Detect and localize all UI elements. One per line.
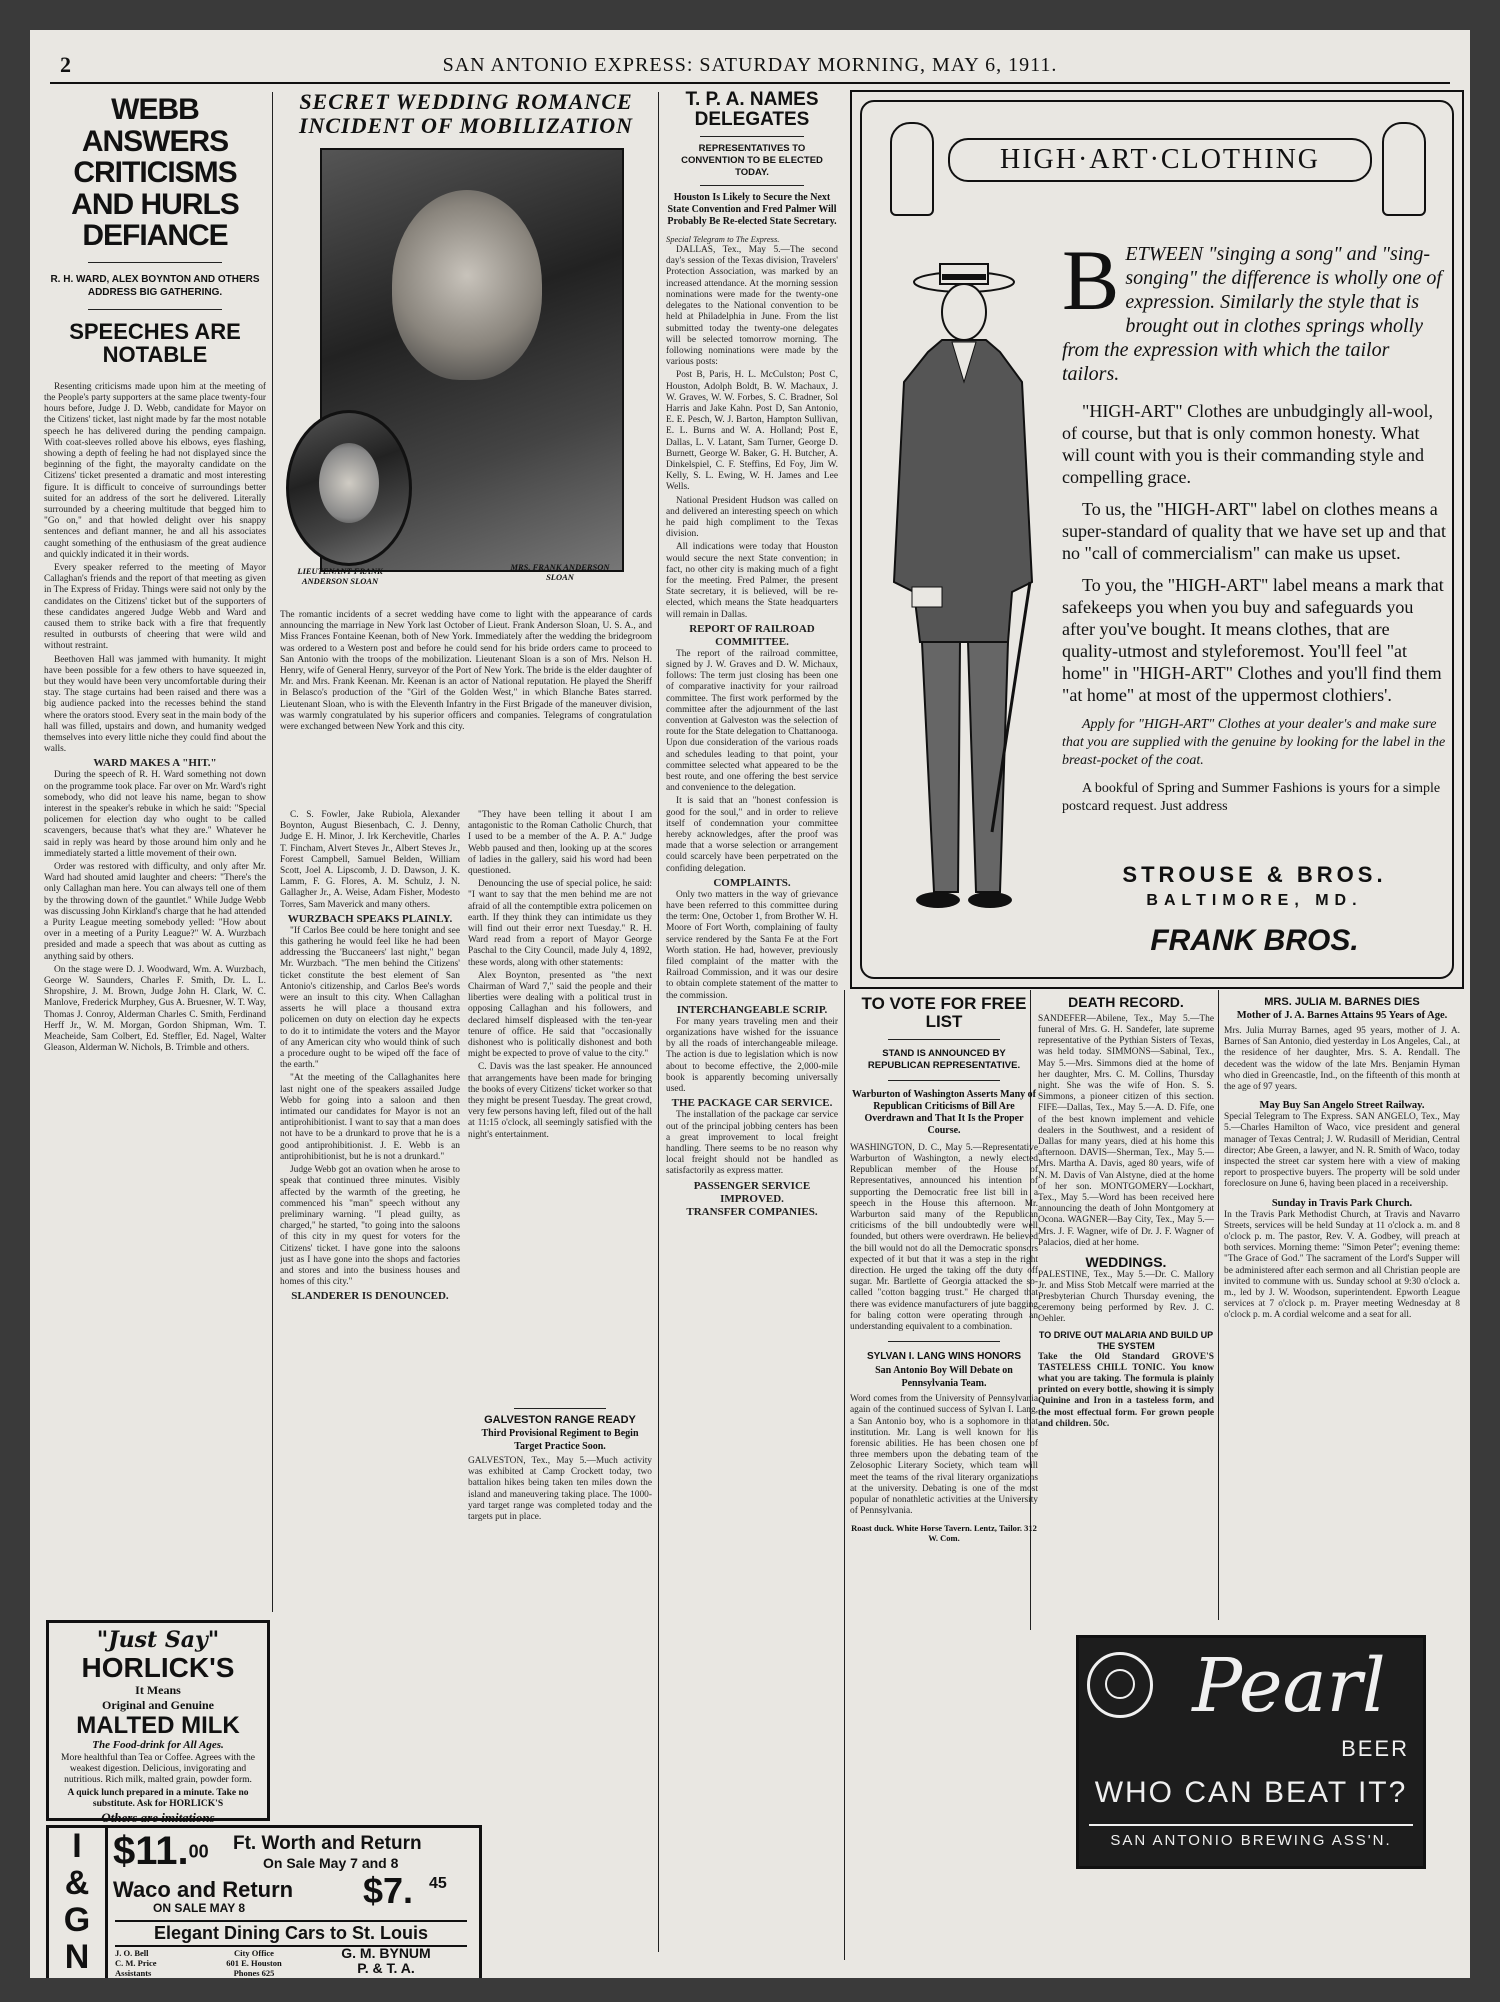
- high-art-dealer: FRANK BROS.: [1150, 924, 1359, 957]
- tpa-paragraph: It is said that an "honest confession is good for the soul," and in order to relieve itself of condemnation your committee hereby acknowledges, after the proof was made that a worse selection or arrangement could scarcely have been perpetrated on the confiding delegation.: [666, 796, 838, 874]
- pearl-brewer: SAN ANTONIO BREWING ASS'N.: [1089, 1824, 1413, 1849]
- sunday-headline: Sunday in Travis Park Church.: [1271, 1197, 1413, 1209]
- column-rule: [1218, 990, 1219, 1620]
- tpa-headline: T. P. A. NAMES DELEGATES: [685, 90, 819, 130]
- galveston-article: [468, 1408, 652, 1818]
- ornament-right-icon: [1382, 122, 1426, 216]
- webb-article: [44, 90, 266, 1605]
- groom-portrait: [286, 410, 412, 566]
- tpa-dateline: Special Telegram to The Express.: [666, 233, 780, 244]
- ign-fare-2: Waco and Return: [113, 1877, 294, 1902]
- tpa-passenger-subhead: PASSENGER SERVICE IMPROVED.: [693, 1179, 811, 1205]
- malaria-body: Take the Old Standard GROVE'S TASTELESS CHILL TONIC. You know what you are taking. The formula is plainly printed on every bottle, showing it is simply Quinine and Iron in a tasteless form, and the most effectual form. For grown people and children. 50c.: [1038, 1351, 1214, 1429]
- horlicks-product: MALTED MILK: [76, 1712, 240, 1739]
- free-list-article: [850, 995, 1038, 1935]
- tpa-package-subhead: THE PACKAGE CAR SERVICE.: [671, 1097, 833, 1110]
- tpa-paragraph: National President Hudson was called on and delivered an interesting speech on which he paid high compliment to the Texas division.: [666, 495, 838, 540]
- horlicks-brand: HORLICK'S: [81, 1652, 235, 1683]
- death-record-headline: DEATH RECORD.: [1068, 995, 1184, 1010]
- webb-paragraph: On the stage were D. J. Woodward, Wm. A. Wurzbach, George W. Saunders, Charles F. Smith, Dr. L. L. Shropshire, J. M. Brown, Judge John H. Clark, W. C. Manlove, Frederick Murphey, Gus A. Bruesner, W. T. Way, Thomas J. Conroy, Alderman Charles C. Smith, Ferdinand Herff Jr., W. M. Morgan, Gordon Shipman, Wm. T. Meacheide, Sam Colbert, Ed. Steffler, Ed. Nagel, Walter Gleason, Alderman W. Nichols, B. Trimble and others.: [44, 964, 266, 1054]
- tpa-report-subhead: REPORT OF RAILROAD COMMITTEE.: [689, 622, 815, 648]
- lang-headline: SYLVAN I. LANG WINS HONORS: [866, 1351, 1022, 1363]
- galveston-headline: GALVESTON RANGE READY: [484, 1414, 636, 1426]
- free-list-subdeck: Warburton of Washington Asserts Many of Republican Criticisms of Bill Are Overdrawn and That It Is the Proper Course.: [851, 1088, 1036, 1136]
- high-art-paragraph: To you, the "HIGH-ART" label means a mark that safekeeps you when you buy and safeguards you after you've bought. It means clothes, that are quality-utmost and styleforemost. You'll feel "at home" in "HIGH-ART" Clothes and you'll find them "at home" at most of the uppermost clothiers'.: [1062, 575, 1444, 705]
- secret-wedding-article: [280, 90, 652, 870]
- horlicks-tagline: The Food-drink for All Ages.: [92, 1739, 224, 1751]
- free-list-body: WASHINGTON, D. C., May 5.—Representative Warburton of Washington, a newly elected Republican member of the House of Representatives, announced his intention of supporting the Democratic free list bill in a speech in the House this afternoon. Mr. Warburton said many of the Republican criticisms of the bill undoubtedly were well founded, but others were overdrawn. He believed the bill would not do all the Democratic sponsors expected of it but that it was a step in the right direction. He urged the taking off the duty off sugar. Mr. Bartlette of Georgia attacked the so-called "cotton bagging trust." He charged that there was evidence manufacturers of jute bagging for baling cotton were operating through an understanding equivalent to a combination.: [850, 1142, 1038, 1332]
- high-art-paragraph: Apply for "HIGH-ART" Clothes at your dealer's and make sure that you are supplied with the genuine by looking for the label in the breast-pocket of the coat.: [1062, 717, 1446, 768]
- barnes-body: Mrs. Julia Murray Barnes, aged 95 years, mother of J. A. Barnes of San Antonio, died yesterday in Los Angeles, Cal., at the residence of her daughter, Mrs. S. A. Rendall. The decedent was the widow of the late Mrs. Benjamin Hyman who died in Greencastle, Ind., on the fifteenth of this month at the age of 97 years.: [1224, 1026, 1460, 1093]
- horlicks-others: Others are imitations: [101, 1810, 215, 1825]
- weddings-body: PALESTINE, Tex., May 5.—Dr. C. Mallory Jr. and Miss Stob Metcalf were married at the Presbyterian Church Thursday evening, the ceremony being performed by Rev. J. C. Oehler.: [1038, 1269, 1214, 1325]
- free-list-headline: TO VOTE FOR FREE LIST: [861, 995, 1027, 1031]
- groom-face: [319, 443, 379, 523]
- continued-paragraph: Denouncing the use of special police, he said: "I want to say that the men behind me are not afraid of all the contemptible extra policemen on earth. If they think they can intimidate us they will find out their error next Tuesday." R. H. Ward read from a report of Mayor George Paschal to the City Council, made July 4, 1892, these words, along with other statements:: [468, 879, 652, 968]
- horlicks-means: It Means: [135, 1683, 181, 1697]
- galveston-body: GALVESTON, Tex., May 5.—Much activity was exhibited at Camp Crockett today, two battalion hikes being taken ten miles down the island and maneuvering taking place. The 1000-yard target range was completed today and the targets put in place.: [468, 1456, 652, 1523]
- continued-paragraph: "If Carlos Bee could be here tonight and see this gathering he would feel like he had been addressing the 'Buccaneers' last night," began Mr. Wurzbach. "The men behind the Citizens' ticket constitute the best element of San Antonio's citizenship, and Carlos Bee's words were an insult to this city. When Callaghan asserts he will place a thousand extra policemen on duty on election day he expects to do it to intimidate the voters and the Mayor of any American city who would think of such a procedure ought to be wiped off the face of the earth.": [280, 925, 460, 1071]
- webb-paragraph: Resenting criticisms made upon him at the meeting of the People's party supporters at the same place twenty-four hours before, Judge J. D. Webb, candidate for Mayor on the Citizens' ticket, last night made by far the most notable speech he has delivered during the pending campaign. With coat-sleeves rolled above his elbows, eyes flashing, showing a depth of feeling he had not displayed since the beginning of the fight, the mayoralty candidate on the Citizens' ticket presented a dramatic and most interesting figure. It is difficult to conceive of surroundings better suited for an address of the sort he delivered. Literally surrounded by a cheering multitude that begged him to "Go on," and that howled delight over his snappy sentences and defiant manner, he and all his associates caught something of the enthusiasm of the great audience and quickly indicated it in their words.: [44, 381, 266, 560]
- secret-headline: SECRET WEDDING ROMANCE INCIDENT OF MOBILIZATION: [298, 90, 634, 138]
- horlicks-body: More healthful than Tea or Coffee. Agrees with the weakest digestion. Delicious, invigorating and nutritious. Rich milk, malted grain, powder form.: [61, 1753, 255, 1785]
- ign-agents: J. O. Bell C. M. Price Assistants: [115, 1948, 157, 1978]
- ign-price-2-cents: 45: [429, 1875, 447, 1892]
- secret-body: The romantic incidents of a secret wedding have come to light with the appearance of cards announcing the marriage in New York last October of Lieut. Frank Anderson Sloan, U. S. A., and Miss Frances Fontaine Keenan, both of New York. Immediately after the wedding the bridegroom was ordered to a Western post and before he could send for his bride orders came to proceed to San Antonio with the troops of the mobilization. Lieutenant Sloan is a son of Mrs. Nelson H. Henry, wife of General Henry, surveyor of the Port of New York. The bride is the elder daughter of Mr. and Mrs. Frank Keenan. Mr. Keenan is an actor of National reputation. He played the Sheriff in Belasco's production of the "Girl of the Golden West," in which Blanche Bates starred. Lieutenant Sloan, who is with the Eleventh Infantry in the First Brigade of the maneuver division, was warmly congratulated by his superior officers and companies. Telegrams of congratulation were exchanged between New York and this city.: [280, 610, 652, 733]
- sunday-body: In the Travis Park Methodist Church, at Travis and Navarro Streets, services will be held Sunday at 11 o'clock a. m. and 8 o'clock p. m. The pastor, Rev. V. A. Godbey, will preach at both services. Morning theme: "Simon Peter"; evening theme: "The Grace of God." The sacrament of the Lord's Supper will be administered after each sermon and all Christian people are invited to commune with us. Sunday school at 9:30 o'clock a. m., led by J. W. Woodson, superintendent. Epworth League services at 7 o'clock p. m. Prayer meeting Wednesday at 8 o'clock p. m. A cordial welcome and a seat for all.: [1224, 1209, 1460, 1321]
- continued-paragraph: Alex Boynton, presented as "the next Chairman of Ward 7," said the people and their liberties were dealing with a political trust in opposing Callaghan and his followers, and declared himself displeased with the ten-year tenure of office. He said that "occasionally dishonest who is politically dishonest and both might be expected to prove of value to the city.": [468, 970, 652, 1060]
- webb-paragraph: During the speech of R. H. Ward something not down on the programme took place. Far over on Mr. Ward's right somebody, who did not leave his name, began to show interest in the speaker's rebuke in which he said: "Special policemen for election day who ought to be called scavengers, because that's what they are." Whatever he said in reply was heard by those around him only and he immediately started a little movement of their own.: [44, 770, 266, 859]
- ign-railroad-ad: [46, 1825, 482, 1978]
- ign-price-1-cents: 00: [188, 1841, 209, 1862]
- webb-paragraph: Every speaker referred to the meeting of Mayor Callaghan's friends and the report of that meeting as given in The Express of Friday. Things were said not only by the candidates on the Citizens' ticket but of the supporters of these candidates angered Judge Webb and Ward and caused them to strike back with a fire that frequently resulted in outbursts of cheering that were wild and without restraint.: [44, 562, 266, 652]
- railway-body: Special Telegram to The Express. SAN ANGELO, Tex., May 5.—Charles Hamilton of Waco, vice president and general manager of Texas Central; J. W. Rudasill of Meridian, Central director; Abe Green, a lawyer, and N. R. Smith of Waco, today inspected the street car system here with a view of making report to prospective buyers. The property will be sold under foreclosure on June 6, having been placed in a receivership.: [1224, 1112, 1460, 1190]
- tpa-complaints-subhead: COMPLAINTS.: [713, 876, 791, 889]
- high-art-copy: [1062, 232, 1447, 816]
- ign-dining: Elegant Dining Cars to St. Louis: [115, 1920, 467, 1947]
- webb-continued-column-2: [468, 810, 652, 1400]
- continued-paragraph: C. S. Fowler, Jake Rubiola, Alexander Boynton, August Biesenbach, C. J. Denny, Judge E. H. Minor, J. Irk Kerchevitle, Charles T. Fincham, Alvert Steves Jr., Albert Steves Jr., Forest Campbell, Samuel Belden, William Scott, Joel A. Lipscomb, J. D. Dawson, J. K. Lamm, F. G. Flores, A. M. Schulz, J. N. Gallagher Jr., A. Weise, Adam Fisher, Modesto Torres, Sam Maverick and many others.: [280, 810, 460, 910]
- webb-subhead: SPEECHES ARE NOTABLE: [69, 318, 241, 367]
- high-art-clothing-ad: [850, 90, 1464, 989]
- high-art-maker: STROUSE & BROS.: [1122, 862, 1387, 887]
- lang-deck: San Antonio Boy Will Debate on Pennsylvania Team.: [875, 1365, 1013, 1390]
- horlicks-quick: A quick lunch prepared in a minute. Take no substitute. Ask for HORLICK'S: [67, 1788, 249, 1809]
- tpa-paragraph: The installation of the package car service out of the principal jobbing centers has been a great improvement to local freight handling. There seems to be no reason why local freight should not be handled as satisfactorily as express matter.: [666, 1110, 838, 1177]
- horlicks-ad: [46, 1620, 270, 1825]
- slanderer-subhead: SLANDERER IS DENOUNCED.: [291, 1290, 449, 1303]
- column-rule: [658, 92, 659, 1952]
- column-rule: [844, 990, 845, 1960]
- barnes-headline: MRS. JULIA M. BARNES DIES: [1264, 996, 1420, 1008]
- tpa-paragraph: DALLAS, Tex., May 5.—The second day's session of the Texas division, Travelers' Protection Association, was marked by an increased attendance. At the morning session nominations were made for the twenty-one delegates to the National convention to be held at Philadelphia in June. From the list submitted today the twenty-one delegates will be selected tomorrow morning. The following nominations were made by the various posts:: [666, 245, 838, 368]
- pearl-slogan: WHO CAN BEAT IT?: [1094, 1776, 1408, 1809]
- railway-headline: May Buy San Angelo Street Railway.: [1259, 1100, 1425, 1112]
- tpa-paragraph: Only two matters in the way of grievance have been referred to this committee during the term: One, October 1, from Brother W. H. Moore of Fort Worth, complaining of faulty service rendered by the Santa Fe at the Fort Worth station. He had, however, previously filed complaint of the matter with the Railroad Commission, and it was our desire to obtain complete statement of the matter to the commission.: [666, 889, 838, 1001]
- galveston-deck: Third Provisional Regiment to Begin Target Practice Soon.: [481, 1428, 639, 1452]
- tpa-paragraph: For many years traveling men and their organizations have wished for the issuance by all the roads of interchangeable mileage. The action is due to legislation which is now about to become effective, the 2,000-mile book is apparently becoming universally used.: [666, 1016, 838, 1095]
- ign-letter: G: [63, 1901, 91, 1939]
- ign-office: City Office 601 E. Houston Phones 625: [226, 1948, 282, 1978]
- groom-caption: LIEUTENANT FRANK ANDERSON SLOAN: [297, 566, 383, 586]
- webb-paragraph: Beethoven Hall was jammed with humanity. It might have been possible for a few others to have squeezed in, but they would have been very uncomfortable during their stay. The stage curtains had been raised and there was a big audience packed into the recesses behind the stand where the orators stood. Every seat in the main body of the hall was filled, upstairs and down, and humanity wedged themselves into every little niche they could find about the walls.: [44, 654, 266, 755]
- ign-letter: N: [64, 1938, 90, 1976]
- death-record-column: [1038, 995, 1214, 1595]
- tpa-transfer-subhead: TRANSFER COMPANIES.: [686, 1205, 818, 1218]
- gentleman-figure-icon: [872, 252, 1047, 952]
- high-art-paragraph: To us, the "HIGH-ART" label on clothes means a super-standard of quality that we have set up and that no "call of commercialism" can make us upset.: [1062, 499, 1447, 563]
- continued-paragraph: "They have been telling it about I am antagonistic to the Roman Catholic Church, that I used to be a member of the A. P. A." Judge Webb paused and then, looking up at the scores of ladies in the gallery, said his word had been questioned.: [468, 810, 652, 877]
- high-art-paragraph: "HIGH-ART" Clothes are unbudgingly all-wool, of course, but that is only common honesty. What will count with you is their commanding style and compelling grace.: [1062, 401, 1434, 487]
- tpa-subdeck: Houston Is Likely to Secure the Next State Convention and Fred Palmer Will Probably Be Re-elected State Secretary.: [667, 191, 837, 227]
- masthead-title: SAN ANTONIO EXPRESS: SATURDAY MORNING, MAY 6, 1911.: [442, 54, 1058, 76]
- barnes-column: [1224, 995, 1460, 1595]
- ornament-left-icon: [890, 122, 934, 216]
- ign-fare-1: Ft. Worth and Return: [233, 1833, 422, 1854]
- bride-face: [392, 190, 542, 380]
- malaria-headline: TO DRIVE OUT MALARIA AND BUILD UP THE SYSTEM: [1038, 1329, 1214, 1351]
- ign-letter: &: [64, 1864, 90, 1902]
- ign-letters: [49, 1828, 108, 1978]
- tpa-paragraph: All indications were today that Houston would secure the next State convention; in fact, no other city is making much of a fight for the meeting. Fred Palmer, the present State secretary, it is believed, will be re-elected, which means the State headquarters will remain in Dallas.: [666, 542, 838, 620]
- free-list-deck: STAND IS ANNOUNCED BY REPUBLICAN REPRESENTATIVE.: [867, 1047, 1021, 1071]
- ign-sale-1: On Sale May 7 and 8: [263, 1855, 399, 1871]
- continued-paragraph: "At the meeting of the Callaghanites here last night one of the speakers assailed Judge Webb for going into a saloon and then intimated our candidates for Mayor is not an antiprohibitionist. I want to say that a man does not have to be a drunkard to prove that he is a good antiprohibitionist. J. E. Webb is an antiprohibitionist, but he is not a drunkard.": [280, 1073, 460, 1162]
- barnes-deck: Mother of J. A. Barnes Attains 95 Years of Age.: [1236, 1010, 1448, 1021]
- column-rule: [272, 92, 273, 1612]
- high-art-paragraph: A bookful of Spring and Summer Fashions is yours for a simple postcard request. Just address: [1062, 781, 1441, 814]
- high-art-drop-cap: B: [1062, 232, 1120, 328]
- ign-sale-2: ON SALE MAY 8: [153, 1901, 246, 1915]
- tpa-paragraph: The report of the railroad committee, signed by J. W. Graves and D. W. Michaux, follows: The term just closing has been one of comparative inactivity for your railroad committee. The first work performed by the committee after the adjournment of the last convention at Galveston was the selection of route for the State delegation to Chattanooga. Upon due consideration of the various roads and schedules leading to that point, your committee selected what appeared to be the best route, and one offering the best service and convenience to the delegation.: [666, 648, 838, 794]
- death-record-body: SANDEFER—Abilene, Tex., May 5.—The funeral of Mrs. G. H. Sandefer, late supreme representative of the Pythian Sisters of Texas, was held today. SIMMONS—Sabinal, Tex., May 5.—Mrs. Simmons died at the home of her daughter, Mrs. C. M. Collins, Thursday night. She was the wife of Hon. S. S. Simmons, a pioneer citizen of this section. FIFE—Dallas, Tex., May 5.—A. D. Fife, one of the best known implement and vehicle dealers in the Southwest, and a resident of Dallas for many years, died at his home this afternoon. DAVIS—Sherman, Tex., May 5.—Mrs. Martha A. Davis, aged 80 years, wife of N. M. Davis of Van Alstyne, died at the home of her son. MONTGOMERY—Lockhart, Tex., May 5.—Word has been received here announcing the death of John Montgomery at Ocona. WAGNER—Bay City, Tex., May 5.—Mrs. J. F. Wagner, wife of Dr. J. F. Wagner of Palacios, died at her home.: [1038, 1013, 1214, 1248]
- weddings-headline: WEDDINGS.: [1085, 1253, 1167, 1270]
- horlicks-just-say: "Just Say": [96, 1627, 220, 1653]
- webb-ward-subhead: WARD MAKES A "HIT.": [93, 757, 217, 770]
- tpa-paragraph: Post B, Paris, H. L. McCulston; Post C, Houston, Adolph Boldt, B. W. Machaux, J. W. Graves, W. W. Forbes, S. C. Bradner, Sol Harris and Jake Kahn. Post D, San Antonio, E. E. Pesch, W. J. Barton, Hampton Sullivan, E. L. Burns and W. A. Holland; Post E, Dallas, L. V. Latant, Sam Turner, George D. Burnett, George W. Baker, G. H. Butcher, A. Dinkelspiel, C. F. Steffins, Ed Foy, Jim W. Kelly, S. L. Ewing, W. H. James and Lee Wells.: [666, 370, 838, 493]
- webb-headline: WEBB ANSWERS CRITICISMS AND HURLS DEFIANCE: [71, 93, 239, 252]
- tpa-interchange-subhead: INTERCHANGEABLE SCRIP.: [676, 1003, 828, 1016]
- high-art-lede: ETWEEN "singing a song" and "sing-songing" the difference is wholly one of expression. Similarly the style that is brought out in clothes springs wholly from the expression with which the tailor tailors.: [1062, 243, 1442, 385]
- horlicks-original: Original and Genuine: [101, 1698, 215, 1712]
- high-art-banner: HIGH·ART·CLOTHING: [948, 138, 1372, 182]
- ign-letter: I: [72, 1827, 82, 1865]
- high-art-city: BALTIMORE, MD.: [1146, 892, 1363, 909]
- ign-gpa: G. M. BYNUM P. & T. A.: [341, 1945, 431, 1976]
- ign-price-2: $7.: [363, 1870, 414, 1911]
- ign-price-1: $11.: [113, 1829, 189, 1873]
- ign-fare-waco: [113, 1870, 473, 1916]
- pearl-beer: BEER: [1341, 1736, 1409, 1761]
- pearl-seal-icon: [1087, 1652, 1153, 1718]
- webb-paragraph: Order was restored with difficulty, and only after Mr. Ward had shouted amid laughter and cheers: "There's the only Callaghan man here. You can always tell one of them by the throwing down of the gauntlet." While Judge Webb was discussing John Kirkland's charge that he had attended a Purity League meeting somebody yelled: "How about over in a meeting of a Purity League?" W. A. Wurzbach presided and made a speech that was about as cutting as anything said by others.: [44, 862, 266, 962]
- webb-deck: R. H. WARD, ALEX BOYNTON AND OTHERS ADDRESS BIG GATHERING.: [50, 273, 260, 298]
- ign-fare-fortworth: [113, 1830, 473, 1874]
- tpa-deck: REPRESENTATIVES TO CONVENTION TO BE ELECTED TODAY.: [681, 142, 823, 178]
- newspaper-page: [30, 30, 1470, 1978]
- wurzbach-subhead: WURZBACH SPEAKS PLAINLY.: [287, 912, 453, 925]
- continued-paragraph: Judge Webb got an ovation when he arose to speak that continued three minutes. Visibly affected by the warmth of the greeting, he commenced his "man" speech without any preliminary warning. "I plead guilty, as charged," he started, "to going into the saloons of this city in my quest for voters for the Citizens' ticket. I have gone into the saloons just as I have gone into the shops and factories and stores and into the business houses and homes of this city.": [280, 1165, 460, 1288]
- pearl-beer-ad: [1076, 1635, 1426, 1869]
- lang-body: Word comes from the University of Pennsylvania again of the continued success of Sylvan I. Lang, a San Antonio boy, who is a sophomore in that institution. Mr. Lang is well known for his forensic abilities. He has been chosen one of three members upon the debating team of the Zelosophic Literary Society, which team will meet the teams of the rival literary organizations at the university. Debating is one of the most popular of nonathletic activities at the University of Pennsylvania.: [850, 1394, 1038, 1517]
- continued-paragraph: C. Davis was the last speaker. He announced that arrangements have been made for bringing the books of every Citizens' ticket worker so that they might be present Tuesday. The great crowd, very few persons having left, filed out of the hall at 11:15 o'clock, all seemingly satisfied with the night's entertainment.: [468, 1062, 652, 1140]
- page-number: 2: [60, 52, 71, 77]
- bride-caption: MRS. FRANK ANDERSON SLOAN: [510, 562, 610, 582]
- webb-continued-column: [280, 810, 460, 1815]
- masthead: [50, 48, 1450, 84]
- lentz-notice: Roast duck. White Horse Tavern. Lentz, Tailor. 312 W. Com.: [851, 1523, 1037, 1544]
- pearl-brand: Pearl: [1192, 1643, 1386, 1729]
- tpa-article: [666, 90, 838, 1960]
